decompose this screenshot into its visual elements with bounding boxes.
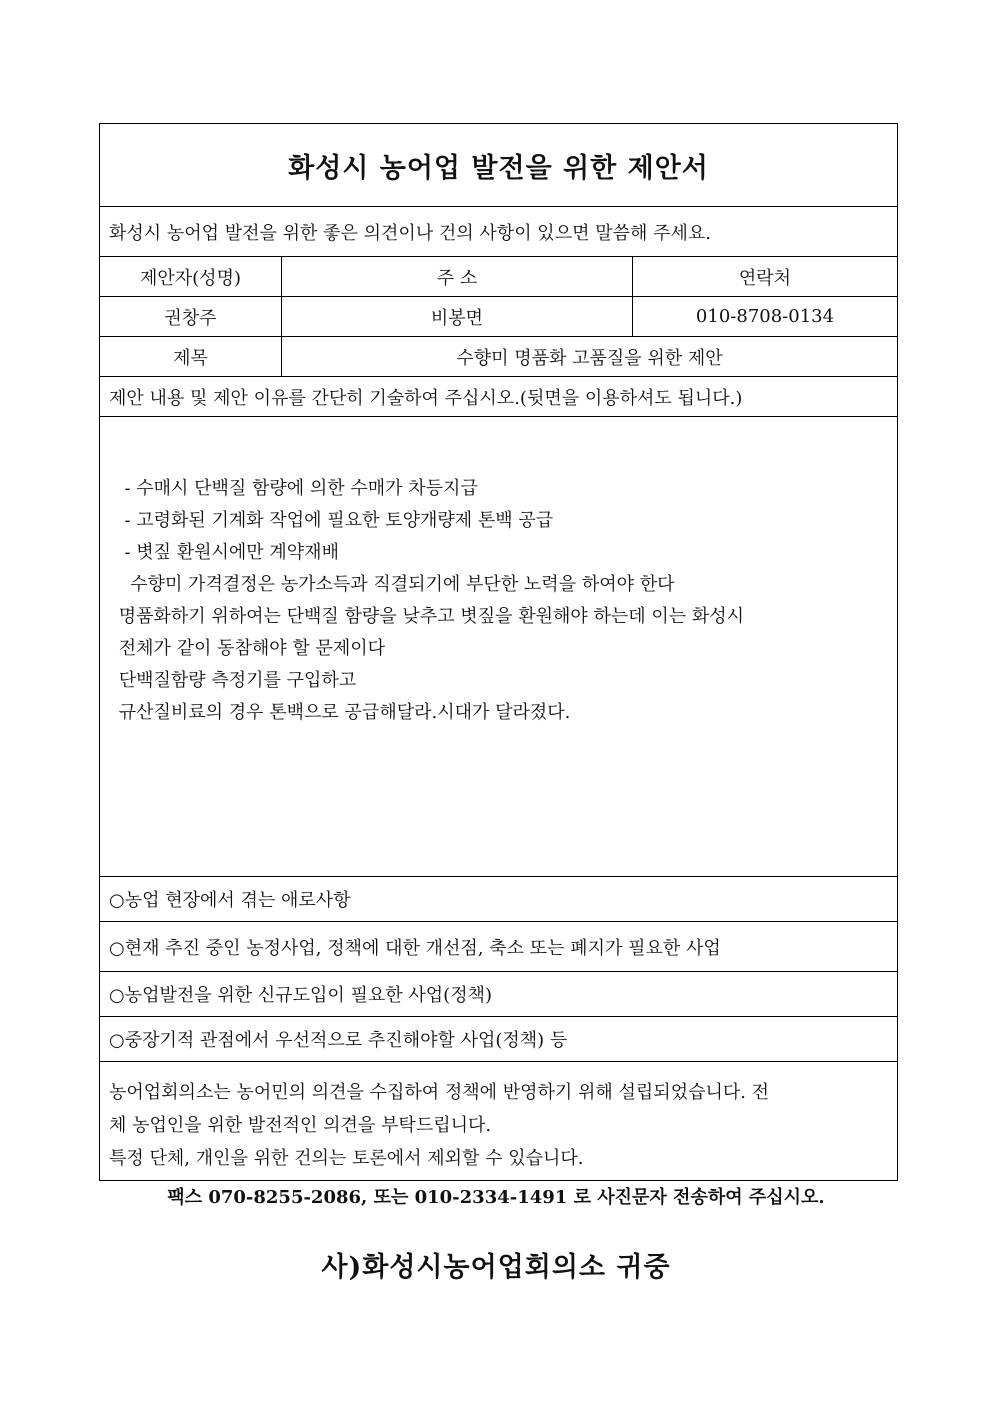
content-line: - 볏짚 환원시에만 계약재배	[113, 542, 339, 563]
subject-label: 제목	[173, 347, 208, 369]
recipient-line: 사)화성시농어업회의소 귀중	[321, 1252, 671, 1283]
checklist-item	[100, 1016, 897, 1061]
checklist-text: ○현재 추진 중인 농정사업, 정책에 대한 개선점, 축소 또는 폐지가 필요한 사업	[109, 937, 721, 959]
content-line: - 고령화된 기계화 작업에 필요한 토양개량제 톤백 공급	[113, 510, 554, 531]
fax-instruction: 팩스 070-8255-2086, 또는 010-2334-1491 로 사진문자 전송하여 주십시오.	[167, 1187, 825, 1208]
proposal-form	[99, 123, 898, 1181]
checklist-item	[100, 921, 897, 971]
content-line: - 수매시 단백질 함량에 의한 수매가 차등지급	[113, 478, 478, 499]
checklist-item	[100, 876, 897, 921]
content-instruction: 제안 내용 및 제안 이유를 간단히 기술하여 주십시오.(뒷면을 이용하셔도 됩니다.)	[109, 387, 743, 409]
checklist-item	[100, 971, 897, 1016]
content-area	[100, 416, 897, 876]
content-line: 수향미 가격결정은 농가소득과 직결되기에 부단한 노력을 하여야 한다	[113, 574, 675, 595]
title-row	[100, 124, 897, 206]
checklist-text: ○중장기적 관점에서 우선적으로 추진해야할 사업(정책) 등	[109, 1030, 568, 1051]
subject-value: 수향미 명품화 고품질을 위한 제안	[281, 337, 897, 376]
proposer-contact: 010-8708-0134	[632, 297, 897, 336]
notice-box	[100, 1061, 897, 1180]
proposer-row	[100, 296, 897, 336]
notice-line: 체 농업인을 위한 발전적인 의견을 부탁드립니다.	[109, 1115, 492, 1136]
notice-line: 농어업회의소는 농어민의 의견을 수집하여 정책에 반영하기 위해 설립되었습니다. 전	[109, 1082, 770, 1103]
form-title: 화성시 농어업 발전을 위한 제안서	[288, 152, 709, 184]
content-line: 단백질함량 측정기를 구입하고	[113, 670, 357, 691]
checklist-text: ○농업발전을 위한 신규도입이 필요한 사업(정책)	[109, 985, 493, 1006]
content-line: 규산질비료의 경우 톤백으로 공급해달라.시대가 달라졌다.	[113, 702, 571, 723]
intro-text: 화성시 농어업 발전을 위한 좋은 의견이나 건의 사항이 있으면 말씀해 주세요.	[109, 222, 711, 244]
content-line: 명품화하기 위하여는 단백질 함량을 낮추고 볏짚을 환원해야 하는데 이는 화성시	[113, 606, 745, 627]
proposer-address: 비봉면	[281, 297, 632, 336]
header-name: 제안자(성명)	[140, 267, 241, 289]
intro-row	[100, 206, 897, 256]
proposer-name: 권창주	[164, 307, 217, 329]
content-line: 전체가 같이 동참해야 할 문제이다	[113, 638, 386, 659]
header-address: 주 소	[281, 257, 632, 296]
subject-row	[100, 336, 897, 376]
content-instruction-row	[100, 376, 897, 416]
header-row	[100, 256, 897, 296]
checklist-text: ○농업 현장에서 겪는 애로사항	[109, 890, 351, 911]
notice-line: 특정 단체, 개인을 위한 건의는 토론에서 제외할 수 있습니다.	[109, 1148, 584, 1169]
header-contact: 연락처	[632, 257, 897, 296]
